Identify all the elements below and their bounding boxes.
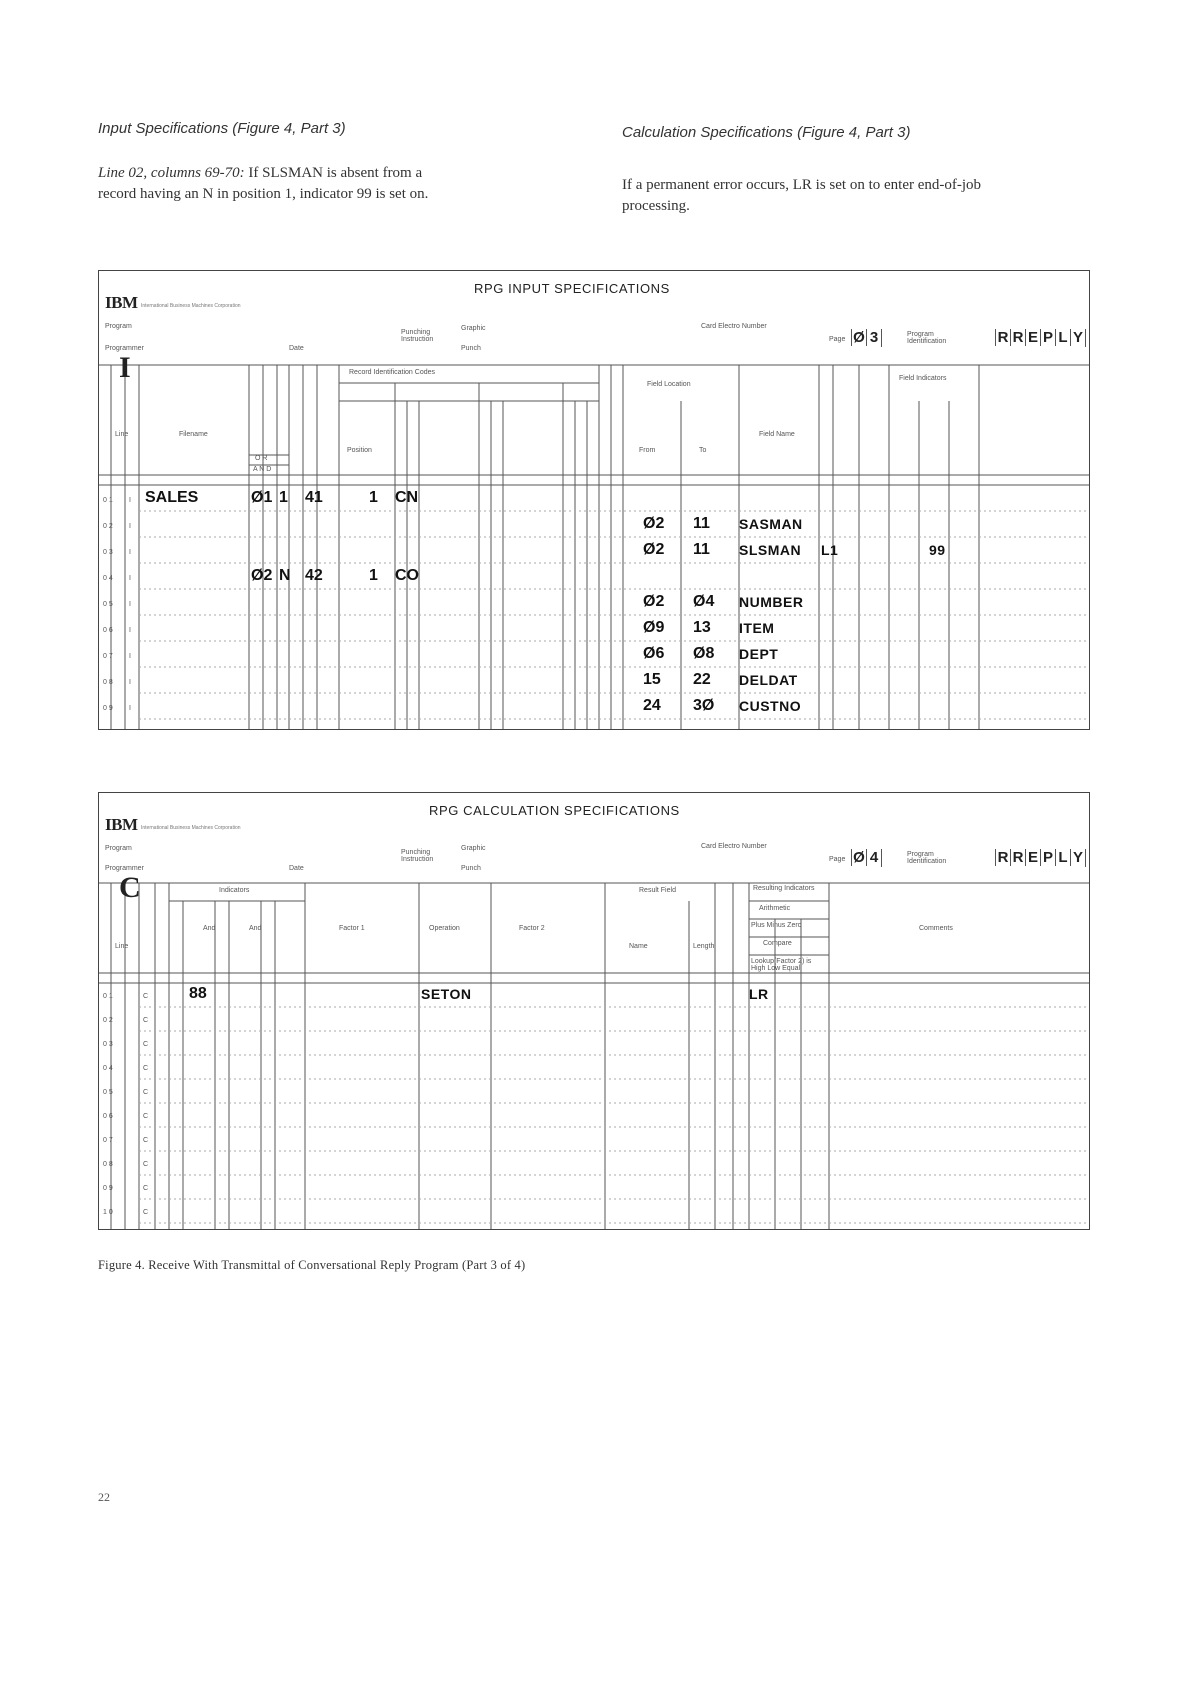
form-type: I [129,601,131,608]
line-number: 0 9 [103,705,113,712]
rpg-calc-form [98,792,1090,1230]
program-id-char: R [1010,329,1025,346]
program-id-char: L [1055,849,1070,866]
character-value: CO [395,567,419,584]
form-type: I [129,705,131,712]
to-value: Ø4 [693,593,715,610]
compare-label: Compare [763,940,792,947]
control-level-value: L1 [821,542,839,558]
page-digit: 4 [866,849,881,866]
punch-label: Punch [461,345,481,352]
program-id-char: P [1040,329,1055,346]
to-value: 13 [693,619,711,636]
program-id-char: Y [1070,329,1085,346]
position-label: Position [347,447,372,454]
number-value: 1 [279,489,288,506]
line-number: 0 6 [103,627,113,634]
field-name-value: ITEM [739,620,775,636]
date-label: Date [289,865,304,872]
programmer-label: Programmer [105,345,144,352]
to-value: Ø8 [693,645,715,662]
field-name-value: DEPT [739,646,779,662]
to-value: 3Ø [693,697,715,714]
line-number: 0 4 [103,1065,113,1072]
input-spec-heading: Input Specifications (Figure 4, Part 3) [98,120,346,137]
line-number: 0 2 [103,1017,113,1024]
page-digit: Ø [851,849,866,866]
from-value: Ø6 [643,645,665,662]
program-id-char: R [995,849,1010,866]
program-id-char: L [1055,329,1070,346]
form-type: I [129,549,131,556]
corp-name: International Business Machines Corporation [141,303,241,309]
field-indicators-label: Field Indicators [899,375,947,382]
para-lead: Line 02, columns 69-70: [98,165,245,181]
plus-minus-zero-label: Plus Minus Zero [751,922,802,929]
form-type: I [129,679,131,686]
program-id-label: Program Identification [907,851,947,865]
operation-value: SETON [421,986,472,1002]
form-type: C [143,1161,149,1168]
field-name-value: SASMAN [739,516,803,532]
character-value: CN [395,489,419,506]
line-number: 0 3 [103,1041,113,1048]
program-id-label: Program Identification [907,331,947,345]
form-type-letter: C [119,871,141,904]
resulting-indicator-value: LR [749,986,769,1002]
factor2-label: Factor 2 [519,925,545,932]
number-value: N [279,567,291,584]
ibm-logo: IBM [105,293,138,312]
form-type: I [129,497,131,504]
form-type: C [143,1185,149,1192]
card-electro-label: Card Electro Number [701,843,767,850]
line-label: Line [115,431,129,438]
sequence-value: Ø2 [251,567,273,584]
indicators-label: Indicators [219,887,250,894]
form-type: C [143,1209,149,1216]
punching-label: Punching Instruction [401,849,434,863]
form-type: C [143,993,149,1000]
graphic-label: Graphic [461,845,486,852]
and-label-1: And [203,925,216,932]
form-type: C [143,1089,149,1096]
line-label: Line [115,943,129,950]
line-number: 0 1 [103,993,113,1000]
filename-value: SALES [145,489,199,506]
from-value: Ø2 [643,541,665,558]
line-number: 0 4 [103,575,113,582]
from-value: Ø2 [643,593,665,610]
rpg-input-form [98,270,1090,730]
calc-form-grid [99,793,1089,1229]
length-label: Length [693,943,715,950]
form-type: C [143,1017,149,1024]
program-id-char: P [1040,849,1055,866]
card-electro-label: Card Electro Number [701,323,767,330]
page-digit: 3 [866,329,881,346]
result-field-label: Result Field [639,887,676,894]
line-number: 0 7 [103,653,113,660]
factor1-label: Factor 1 [339,925,365,932]
para-line1: If a permanent error occurs, LR is set on to enter end-of-job [622,177,982,193]
or-label: O R [255,455,268,462]
comments-label: Comments [919,925,953,932]
to-value: 11 [693,541,710,558]
line-number: 0 1 [103,497,113,504]
form-type: C [143,1137,149,1144]
calc-spec-heading: Calculation Specifications (Figure 4, Part 3) [622,124,911,141]
field-name-value: NUMBER [739,594,804,610]
form-type: I [129,523,131,530]
input-spec-paragraph [98,163,558,205]
position-value: 1 [369,489,378,506]
field-name-label: Field Name [759,431,795,438]
page-label: Page [829,336,846,343]
para-line2: processing. [622,198,690,214]
program-label: Program [105,323,132,330]
line-number: 0 6 [103,1113,113,1120]
operation-label: Operation [429,925,460,932]
form-type: C [143,1113,149,1120]
line-number: 0 3 [103,549,113,556]
from-value: 24 [643,697,661,714]
form-title: RPG INPUT SPECIFICATIONS [474,281,670,296]
name-label: Name [629,943,648,950]
graphic-label: Graphic [461,325,486,332]
line-number: 0 2 [103,523,113,530]
form-type: I [129,627,131,634]
page-label: Page [829,856,846,863]
from-value: 15 [643,671,661,688]
form-type: I [129,653,131,660]
to-label: To [699,447,707,454]
to-value: 11 [693,515,710,532]
corp-name: International Business Machines Corporation [141,825,241,831]
programmer-label: Programmer [105,865,144,872]
field-name-value: CUSTNO [739,698,802,714]
date-label: Date [289,345,304,352]
resulting-indicators-label: Resulting Indicators [753,885,815,892]
form-title: RPG CALCULATION SPECIFICATIONS [429,803,680,818]
record-indicator-value: 41 [305,489,323,506]
form-type: C [143,1065,149,1072]
line-number: 0 8 [103,679,113,686]
field-name-value: SLSMAN [739,542,802,558]
and-label: A N D [253,466,272,473]
program-id-char: E [1025,849,1040,866]
high-low-equal-label: High Low Equal [751,965,801,972]
record-indicator-value: 42 [305,567,323,584]
line-number: 1 0 [103,1209,113,1216]
page-digit: Ø [851,329,866,346]
field-name-value: DELDAT [739,672,798,688]
page-number: 22 [98,1490,110,1504]
indicator-value: 88 [189,985,207,1002]
program-id-char: Y [1070,849,1085,866]
figure-caption: Figure 4. Receive With Transmittal of Conversational Reply Program (Part 3 of 4) [98,1258,526,1272]
input-form-grid [99,271,1089,729]
para-rest: If SLSMAN is absent from a [244,165,423,181]
filename-label: Filename [179,431,208,438]
line-number: 0 9 [103,1185,113,1192]
program-id-char: E [1025,329,1040,346]
arithmetic-label: Arithmetic [759,905,791,912]
form-type: I [129,575,131,582]
field-indicator-value: 99 [929,542,946,558]
line-number: 0 8 [103,1161,113,1168]
form-type-letter: I [119,351,131,384]
from-label: From [639,447,656,454]
program-id-char: R [1010,849,1025,866]
ibm-logo: IBM [105,815,138,834]
from-value: Ø9 [643,619,665,636]
to-value: 22 [693,671,711,688]
punching-label: Punching Instruction [401,329,434,343]
field-location-label: Field Location [647,381,691,388]
para-line2: record having an N in position 1, indicator 99 is set on. [98,186,429,202]
from-value: Ø2 [643,515,665,532]
sequence-value: Ø1 [251,489,273,506]
program-id-char: R [995,329,1010,346]
line-number: 0 5 [103,601,113,608]
calc-spec-paragraph [622,175,1102,217]
program-label: Program [105,845,132,852]
line-number: 0 7 [103,1137,113,1144]
form-type: C [143,1041,149,1048]
punch-label: Punch [461,865,481,872]
and-label-2: And [249,925,262,932]
line-number: 0 5 [103,1089,113,1096]
position-value: 1 [369,567,378,584]
record-id-codes-label: Record Identification Codes [349,369,435,376]
lookup-label: Lookup(Factor 2) is [751,958,812,965]
